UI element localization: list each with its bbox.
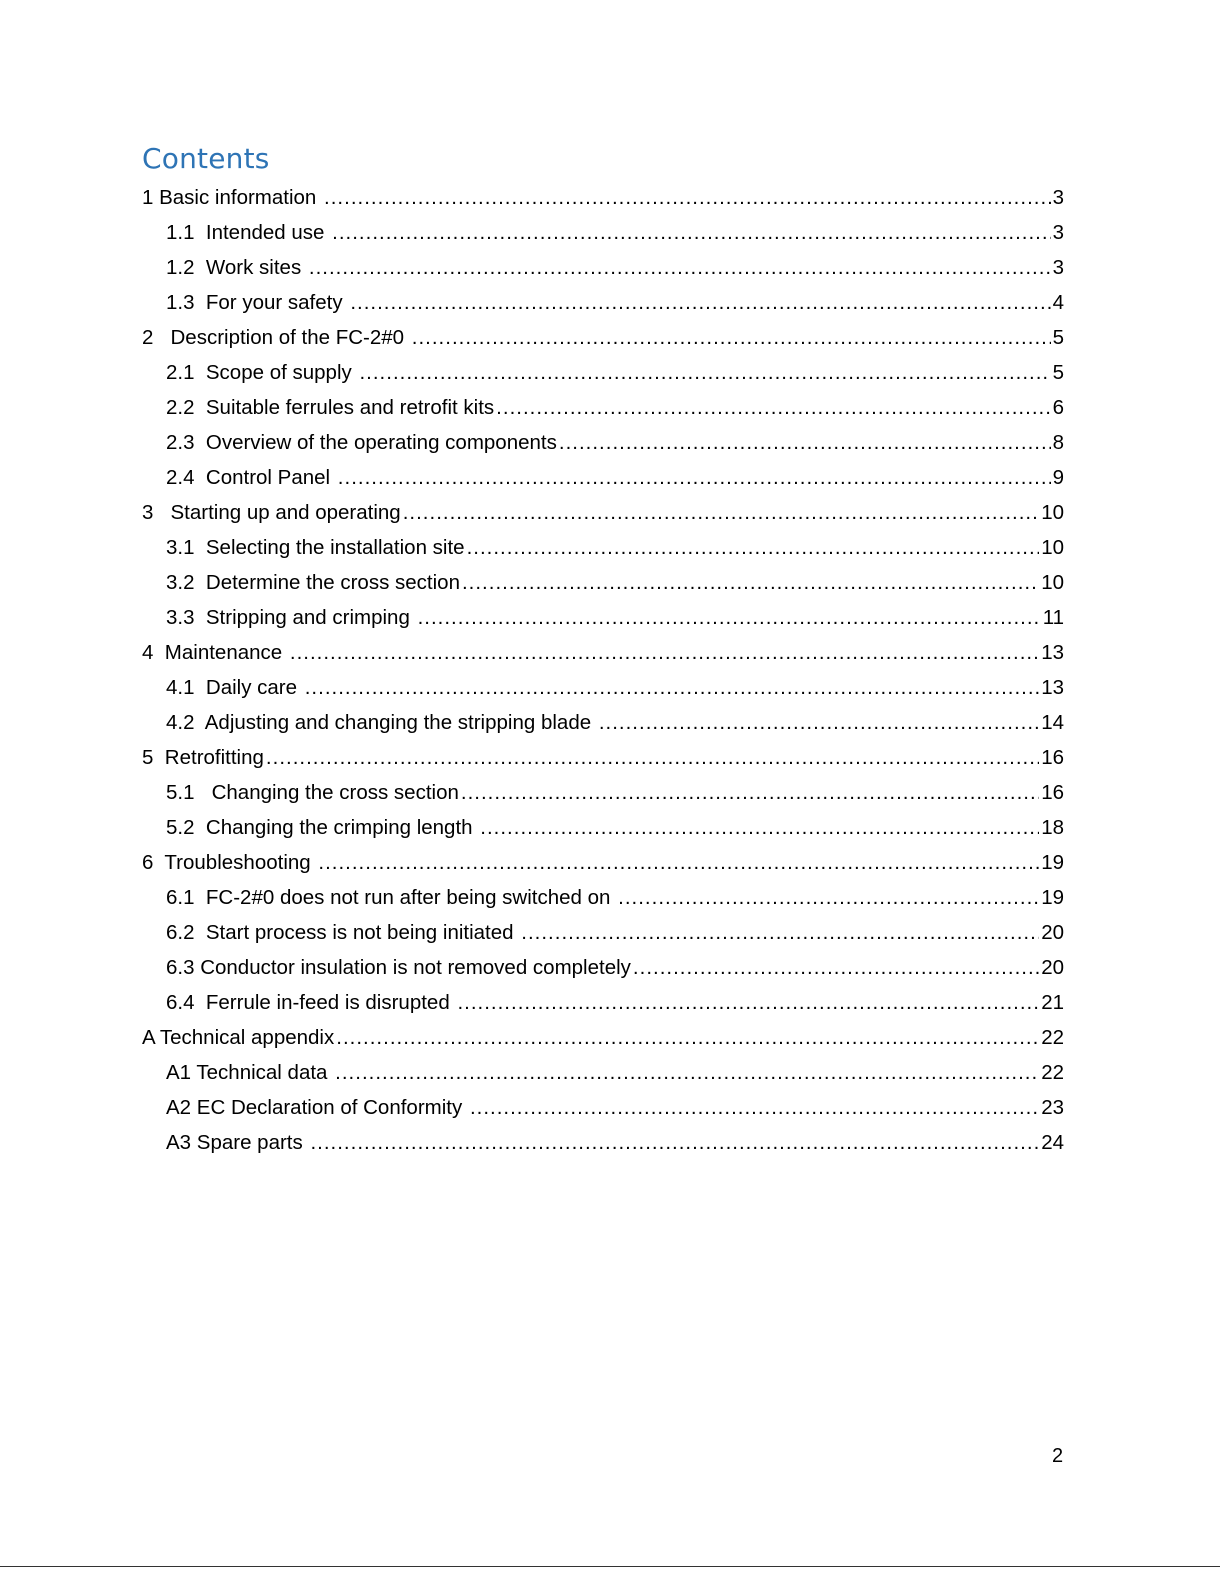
toc-entry[interactable] [142,845,1064,880]
toc-entry[interactable] [142,950,1064,985]
toc-entry-title[interactable]: A1 Technical data [166,1061,334,1084]
toc-entry-title[interactable]: 2.4 Control Panel [166,466,336,489]
toc-entry[interactable] [142,355,1064,390]
toc-dot-leader [467,530,1040,565]
toc-entry-page[interactable]: 20 [1041,921,1064,944]
toc-entry-title[interactable]: 4.2 Adjusting and changing the stripping blade [166,711,597,734]
toc-entry[interactable] [142,670,1064,705]
toc-entry[interactable] [142,495,1064,530]
toc-entry-title[interactable]: A3 Spare parts [166,1131,309,1154]
toc-entry[interactable] [142,285,1064,320]
toc-entry[interactable] [142,810,1064,845]
toc-entry-title[interactable]: 1.3 For your safety [166,291,349,314]
toc-entry-page[interactable]: 23 [1041,1096,1064,1119]
toc-entry-page[interactable]: 16 [1041,781,1064,804]
toc-entry[interactable] [142,1090,1064,1125]
toc-dot-leader [290,635,1039,670]
toc-dot-leader [350,285,1050,320]
toc-dot-leader [480,810,1039,845]
toc-dot-leader [462,565,1039,600]
toc-entry-title[interactable]: 3.2 Determine the cross section [166,571,460,594]
toc-dot-leader [309,250,1051,285]
toc-entry-title[interactable]: A Technical appendix [142,1026,335,1049]
toc-entry-page[interactable]: 3 [1052,256,1064,279]
toc-entry-title[interactable]: 2.3 Overview of the operating components [166,431,557,454]
toc-dot-leader [521,915,1039,950]
toc-entry-title[interactable]: 2.1 Scope of supply [166,361,358,384]
toc-dot-leader [618,880,1039,915]
bottom-rule [0,1566,1220,1567]
toc-dot-leader [338,460,1051,495]
toc-entry[interactable] [142,985,1064,1020]
toc-entry[interactable] [142,775,1064,810]
toc-entry[interactable] [142,215,1064,250]
toc-dot-leader [318,845,1039,880]
toc-dot-leader [310,1125,1039,1160]
toc-entry-page[interactable]: 6 [1052,396,1064,419]
toc-entry[interactable] [142,880,1064,915]
toc-dot-leader [470,1090,1039,1125]
toc-entry-page[interactable]: 19 [1041,886,1064,909]
toc-entry[interactable] [142,740,1064,775]
toc-entry[interactable] [142,1125,1064,1160]
toc-entry-page[interactable]: 13 [1041,641,1064,664]
toc-entry-page[interactable]: 10 [1041,501,1064,524]
toc-entry-page[interactable]: 5 [1052,361,1064,384]
toc-dot-leader [418,600,1041,635]
toc-entry[interactable] [142,320,1064,355]
toc-entry[interactable] [142,600,1064,635]
toc-entry-title[interactable]: 2.2 Suitable ferrules and retrofit kits [166,396,495,419]
toc-dot-leader [403,495,1039,530]
toc-entry-page[interactable]: 11 [1042,606,1064,629]
toc-entry-page[interactable]: 21 [1041,991,1064,1014]
toc-dot-leader [335,1055,1039,1090]
toc-dot-leader [266,740,1039,775]
toc-entry-title[interactable]: 4 Maintenance [142,641,288,664]
toc-entry-title[interactable]: 6 Troubleshooting [142,851,317,874]
toc-entry-page[interactable]: 16 [1041,746,1064,769]
toc-entry[interactable] [142,390,1064,425]
toc-entry-title[interactable]: 4.1 Daily care [166,676,303,699]
toc-dot-leader [412,320,1051,355]
toc-entry-page[interactable]: 8 [1052,431,1064,454]
toc-entry[interactable] [142,915,1064,950]
toc-entry-page[interactable]: 3 [1052,186,1064,209]
toc-entry-title[interactable]: 1 Basic information [142,186,323,209]
toc-entry-title[interactable]: 5 Retrofitting [142,746,264,769]
toc-entry[interactable] [142,530,1064,565]
toc-entry-page[interactable]: 22 [1041,1026,1064,1049]
toc-dot-leader [461,775,1039,810]
toc-dot-leader [324,180,1051,215]
toc-dot-leader [559,425,1051,460]
toc-entry-page[interactable]: 18 [1041,816,1064,839]
toc-entry-title[interactable]: 6.3 Conductor insulation is not removed completely [166,956,631,979]
toc-entry[interactable] [142,250,1064,285]
toc-entry-page[interactable]: 4 [1052,291,1064,314]
toc-entry-page[interactable]: 14 [1041,711,1064,734]
toc-entry-title[interactable]: 6.4 Ferrule in-feed is disrupted [166,991,456,1014]
toc-entry-page[interactable]: 20 [1041,956,1064,979]
table-of-contents [142,180,1064,1160]
toc-entry-page[interactable]: 3 [1052,221,1064,244]
toc-dot-leader [457,985,1039,1020]
toc-entry[interactable] [142,180,1064,215]
toc-entry-title[interactable]: 5.1 Changing the cross section [166,781,459,804]
toc-dot-leader [599,705,1039,740]
toc-entry-page[interactable]: 13 [1041,676,1064,699]
toc-entry-page[interactable]: 22 [1041,1061,1064,1084]
toc-entry-page[interactable]: 19 [1041,851,1064,874]
toc-entry-page[interactable]: 10 [1041,536,1064,559]
toc-dot-leader [305,670,1039,705]
toc-entry-page[interactable]: 5 [1052,326,1064,349]
toc-entry[interactable] [142,460,1064,495]
toc-entry[interactable] [142,425,1064,460]
toc-entry-title[interactable]: 6.1 FC-2#0 does not run after being switched on [166,886,617,909]
toc-entry-title[interactable]: 1.2 Work sites [166,256,307,279]
toc-entry[interactable] [142,635,1064,670]
toc-entry-title[interactable]: 3.1 Selecting the installation site [166,536,465,559]
page-number: 2 [1052,1445,1064,1467]
toc-entry-title[interactable]: 3.3 Stripping and crimping [166,606,416,629]
toc-entry-page[interactable]: 10 [1041,571,1064,594]
toc-entry-page[interactable]: 9 [1052,466,1064,489]
toc-dot-leader [633,950,1039,985]
toc-entry-title[interactable]: 6.2 Start process is not being initiated [166,921,520,944]
toc-entry[interactable] [142,705,1064,740]
toc-dot-leader [496,390,1050,425]
toc-entry[interactable] [142,1020,1064,1055]
toc-heading: Contents [142,142,270,175]
toc-entry[interactable] [142,1055,1064,1090]
toc-entry-title[interactable]: A2 EC Declaration of Conformity [166,1096,468,1119]
toc-dot-leader [336,1020,1039,1055]
toc-entry-title[interactable]: 5.2 Changing the crimping length [166,816,479,839]
toc-entry-title[interactable]: 3 Starting up and operating [142,501,401,524]
toc-dot-leader [359,355,1050,390]
toc-entry[interactable] [142,565,1064,600]
toc-dot-leader [332,215,1050,250]
toc-entry-title[interactable]: 1.1 Intended use [166,221,331,244]
toc-entry-title[interactable]: 2 Description of the FC-2#0 [142,326,410,349]
toc-entry-page[interactable]: 24 [1041,1131,1064,1154]
